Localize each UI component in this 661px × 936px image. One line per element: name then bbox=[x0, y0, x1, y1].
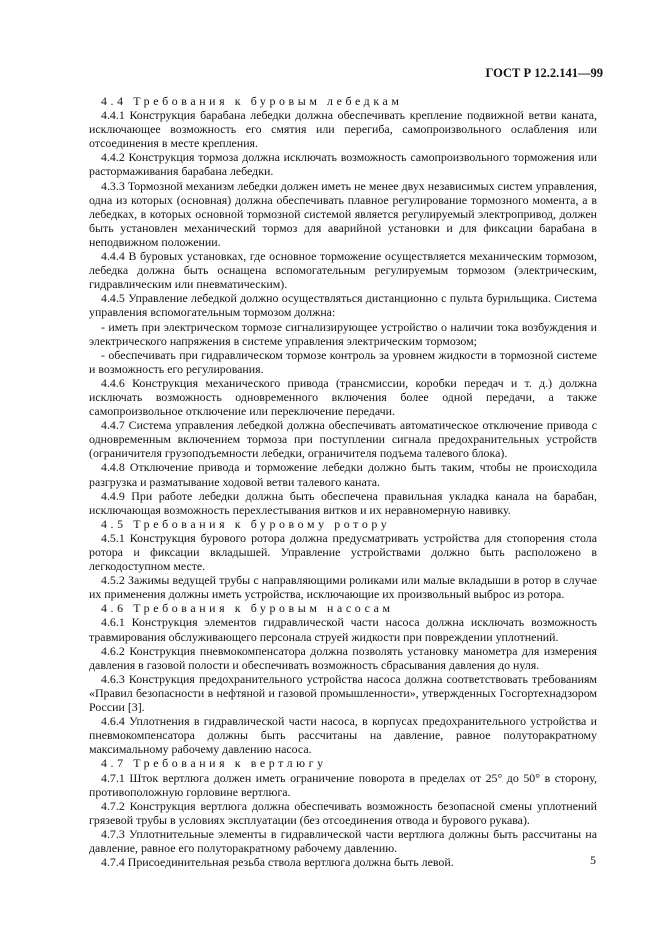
document-code: ГОСТ Р 12.2.141—99 bbox=[485, 66, 603, 80]
paragraph: 4.4.9 При работе лебедки должна быть обеспечена правильная укладка канала на барабан, исключающая возможность перехлестывания витков и их неравномерную навивку. bbox=[89, 488, 597, 517]
paragraph: 4.6.2 Конструкция пневмокомпенсатора должна позволять установку манометра для измерения давления в газовой полости и обеспечивать возможность сбрасывания давления до нуля. bbox=[89, 643, 597, 672]
page-number: 5 bbox=[590, 853, 596, 867]
paragraph: - обеспечивать при гидравлическом тормозе контроль за уровнем жидкости в тормозной системе и возможность его регулирования. bbox=[89, 347, 597, 376]
paragraph: 4.3.3 Тормозной механизм лебедки должен иметь не менее двух независимых систем управления, одна из которых (основная) должна обеспечивать плавное регулирование тормозного момента, а в лебедках, в которых основной тормозной системой является регулируемый электропривод, должен быть установлен механический тормоз для аварийной установки и для фиксации барабана в неподвижном положении. bbox=[89, 178, 597, 249]
paragraph: 4.4.7 Система управления лебедкой должна обеспечивать автоматическое отключение привода с одновременным включением тормоза при поступлении сигнала предохранительных устройств (ограничителя грузоподъемности лебедки, ограничителя подъема талевого блока). bbox=[89, 418, 597, 461]
paragraph: 4.4.1 Конструкция барабана лебедки должна обеспечивать крепление подвижной ветви каната, исключающее возможность его смятия или перегиба, самопроизвольного ослабления или отсоединения в месте крепления. bbox=[89, 108, 597, 151]
paragraph: 4.4.4 В буровых установках, где основное торможение осуществляется механическим тормозом, лебедка должна быть оснащена вспомогательным регулируемым тормозом (электрическим, гидравлическим или пневматическим). bbox=[89, 249, 597, 292]
section-heading: 4.6 Требования к буровым насосам bbox=[101, 601, 394, 616]
paragraph: 4.4.5 Управление лебедкой должно осуществляться дистанционно с пульта бурильщика. Система управления вспомогательным тормозом должна: bbox=[89, 291, 597, 320]
paragraph: 4.6.4 Уплотнения в гидравлической части насоса, в корпусах предохранительного устройства и пневмокомпенсатора должны быть рассчитаны на давление, равное полуторакратному максимальному рабочему давлению насоса. bbox=[89, 714, 597, 757]
paragraph: 4.4.8 Отключение привода и торможение лебедки должно быть таким, чтобы не происходила разгрузка и разматывание ходовой ветви талевого каната. bbox=[89, 460, 597, 489]
paragraph: 4.7.4 Присоединительная резьба ствола вертлюга должна быть левой. bbox=[101, 855, 454, 870]
paragraph: 4.7.1 Шток вертлюга должен иметь ограничение поворота в пределах от 25° до 50° в сторону, противоположную горловине вертлюга. bbox=[89, 770, 597, 799]
paragraph: 4.7.2 Конструкция вертлюга должна обеспечивать возможность безопасной смены уплотнений грязевой трубы в условиях эксплуатации (без отсоединения отвода и бурового рукава). bbox=[89, 798, 597, 827]
paragraph: 4.6.1 Конструкция элементов гидравлической части насоса должна исключать возможность травмирования обслуживающего персонала струей жидкости при повреждении уплотнений. bbox=[89, 615, 597, 644]
paragraph: 4.4.6 Конструкция механического привода (трансмиссии, коробки передач и т. д.) должна исключать возможность одновременного включения более одной передачи, а также самопроизвольное отключение или переключение передачи. bbox=[89, 375, 597, 419]
paragraph: - иметь при электрическом тормозе сигнализирующее устройство о наличии тока возбуждения и электрического напряжения в системе управления электрическим тормозом; bbox=[89, 319, 597, 348]
paragraph: 4.7.3 Уплотнительные элементы в гидравлической части вертлюга должны быть рассчитаны на давление, равное его полуторакратному рабочему давлению. bbox=[89, 826, 597, 855]
paragraph: 4.5.2 Зажимы ведущей трубы с направляющими роликами или малые вкладыши в ротор в случае их применения должны иметь устройства, исключающие их произвольный выброс из ротора. bbox=[89, 573, 597, 602]
paragraph: 4.4.2 Конструкция тормоза должна исключать возможность самопроизвольного торможения или растормаживания барабана лебедки. bbox=[89, 150, 597, 179]
paragraph: 4.6.3 Конструкция предохранительного устройства насоса должна соответствовать требованиям «Правил безопасности в нефтяной и газовой промышленности», утвержденных Госгортехнадзором России [3]. bbox=[89, 671, 597, 715]
paragraph: 4.5.1 Конструкция бурового ротора должна предусматривать устройства для стопорения стола ротора и фиксации вкладышей. Управление устройствами должно быть расположено в легкодоступном месте. bbox=[89, 530, 597, 574]
section-heading: 4.7 Требования к вертлюгу bbox=[101, 756, 327, 771]
section-heading: 4.4 Требования к буровым лебедкам bbox=[101, 94, 403, 108]
section-heading: 4.5 Требования к буровому ротору bbox=[101, 516, 391, 531]
document-body bbox=[89, 94, 597, 869]
